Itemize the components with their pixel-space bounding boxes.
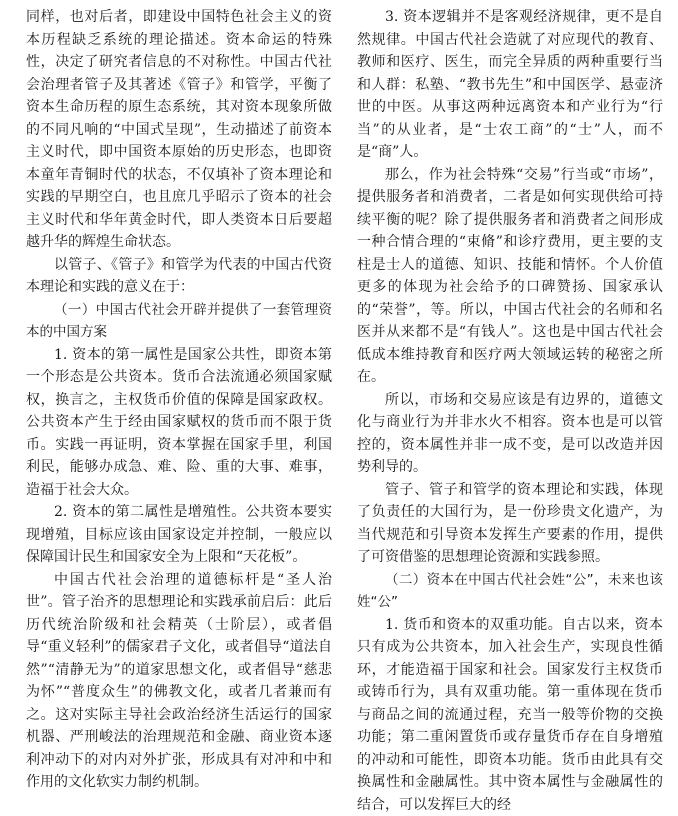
section-heading-1-text: （一）中国古代社会开辟并提供了一套管理资本的中国方案 (26, 302, 332, 341)
left-paragraph-continued: 同样，也对后者，即建设中国特色社会主义的资本历程缺乏系统的理论描述。资本命运的特殊性，决定了研究者信息的不对称性。中国古代社会治理者管子及其著述《管子》和管学，平衡了资本生命历程的原生态系统，其对资本现象所做的不同凡响的“中国式呈现”，生动描述了前资本主义时代，即中国资本原始的历史形态，也即资本童年青铜时代的状态，不仅填补了资本理论和实践的早期空白，也且庶几乎昭示了资本的社会主义时代和华年黄金时代，即人类资本日后要超越升华的辉煌生命状态。 (26, 6, 332, 254)
left-paragraph-4: 2. 资本的第二属性是增殖性。公共资本要实现增殖，目标应该由国家设定并控制，一般应以保障国计民生和国家安全为上限和“天花板”。 (26, 501, 332, 569)
right-paragraph-2: 那么，作为社会特殊“交易”行当或“市场”，提供服务者和消费者，二者是如何实现供给可持续平衡的呢？除了提供服务者和消费者之间形成一种合情合理的“束脩”和诊疗费用，更主要的支柱是士人的道德、知识、技能和情怀。个人价值更多的体现为社会给予的口碑赞扬、国家承认的“荣誉”，等。所以，中国古代社会的名师和名医并从来都不是“有钱人”。这也是中国古代社会低成本维持教育和医疗两大领域运转的秘密之所在。 (357, 164, 663, 389)
left-paragraph-3: 1. 资本的第一属性是国家公共性，即资本第一个形态是公共资本。货币合法流通必须国家赋权，换言之，主权货币价值的保障是国家政权。公共资本产生于经由国家赋权的货币而不限于货币。实践一再证明，资本掌握在国家手里，利国利民，能够办成急、难、险、重的大事、难事，造福于社会大众。 (26, 344, 332, 502)
left-paragraph-5: 中国古代社会治理的道德标杆是“圣人治世”。管子治齐的思想理论和实践承前启后：此后历代统治阶级和社会精英（士阶层），或者倡导“重义轻利”的儒家君子文化，或者倡导“道法自然”“清静无为”的道家思想文化，或者倡导“慈悲为怀”“普度众生”的佛教文化，或者几者兼而有之。这对实际主导社会政治经济生活运行的国家机器、严刑峻法的治理规范和金融、商业资本逐利冲动下的对内对外扩张，形成具有对冲和中和作用的文化软实力制约机制。 (26, 569, 332, 794)
right-paragraph-5: 1. 货币和资本的双重功能。自古以来，资本只有成为公共资本，加入社会生产，实现良性循环，才能造福于国家和社会。国家发行主权货币或铸币行为，具有双重功能。第一重体现在货币与商品之间的流通过程，充当一般等价物的交换功能；第二重闲置货币或存量货币存在自身增殖的冲动和可能性，即资本功能。货币由此具有交换属性和金融属性。其中资本属性与金融属性的结合，可以发挥巨大的经 (357, 614, 663, 816)
section-heading-1 (26, 299, 332, 344)
left-paragraph-2: 以管子、《管子》和管学为代表的中国古代资本理论和实践的意义在于： (26, 254, 332, 299)
right-paragraph-3: 所以，市场和交易应该是有边界的，道德文化与商业行为并非水火不相容。资本也是可以管控的，资本属性并非一成不变，是可以改造并因势利导的。 (357, 389, 663, 479)
section-heading-2 (357, 569, 663, 614)
right-column (357, 6, 663, 816)
right-paragraph-4: 管子、管子和管学的资本理论和实践，体现了负责任的大国行为，是一份珍贵文化遗产，为当代规范和引导资本发挥生产要素的作用，提供了可资借鉴的思想理论资源和实践参照。 (357, 479, 663, 569)
right-paragraph-1: 3. 资本逻辑并不是客观经济规律，更不是自然规律。中国古代社会造就了对应现代的教育、教师和医疗、医生，而完全异质的两种重要行当和人群：私塾、“教书先生”和中国医学、悬壶济世的中医。从事这两种远离资本和产业行为“行当”的从业者，是“士农工商”的“士”人，而不是“商”人。 (357, 6, 663, 164)
left-column (26, 6, 332, 794)
section-heading-2-text: （二）资本在中国古代社会姓“公”，未来也该姓“公” (357, 572, 663, 611)
